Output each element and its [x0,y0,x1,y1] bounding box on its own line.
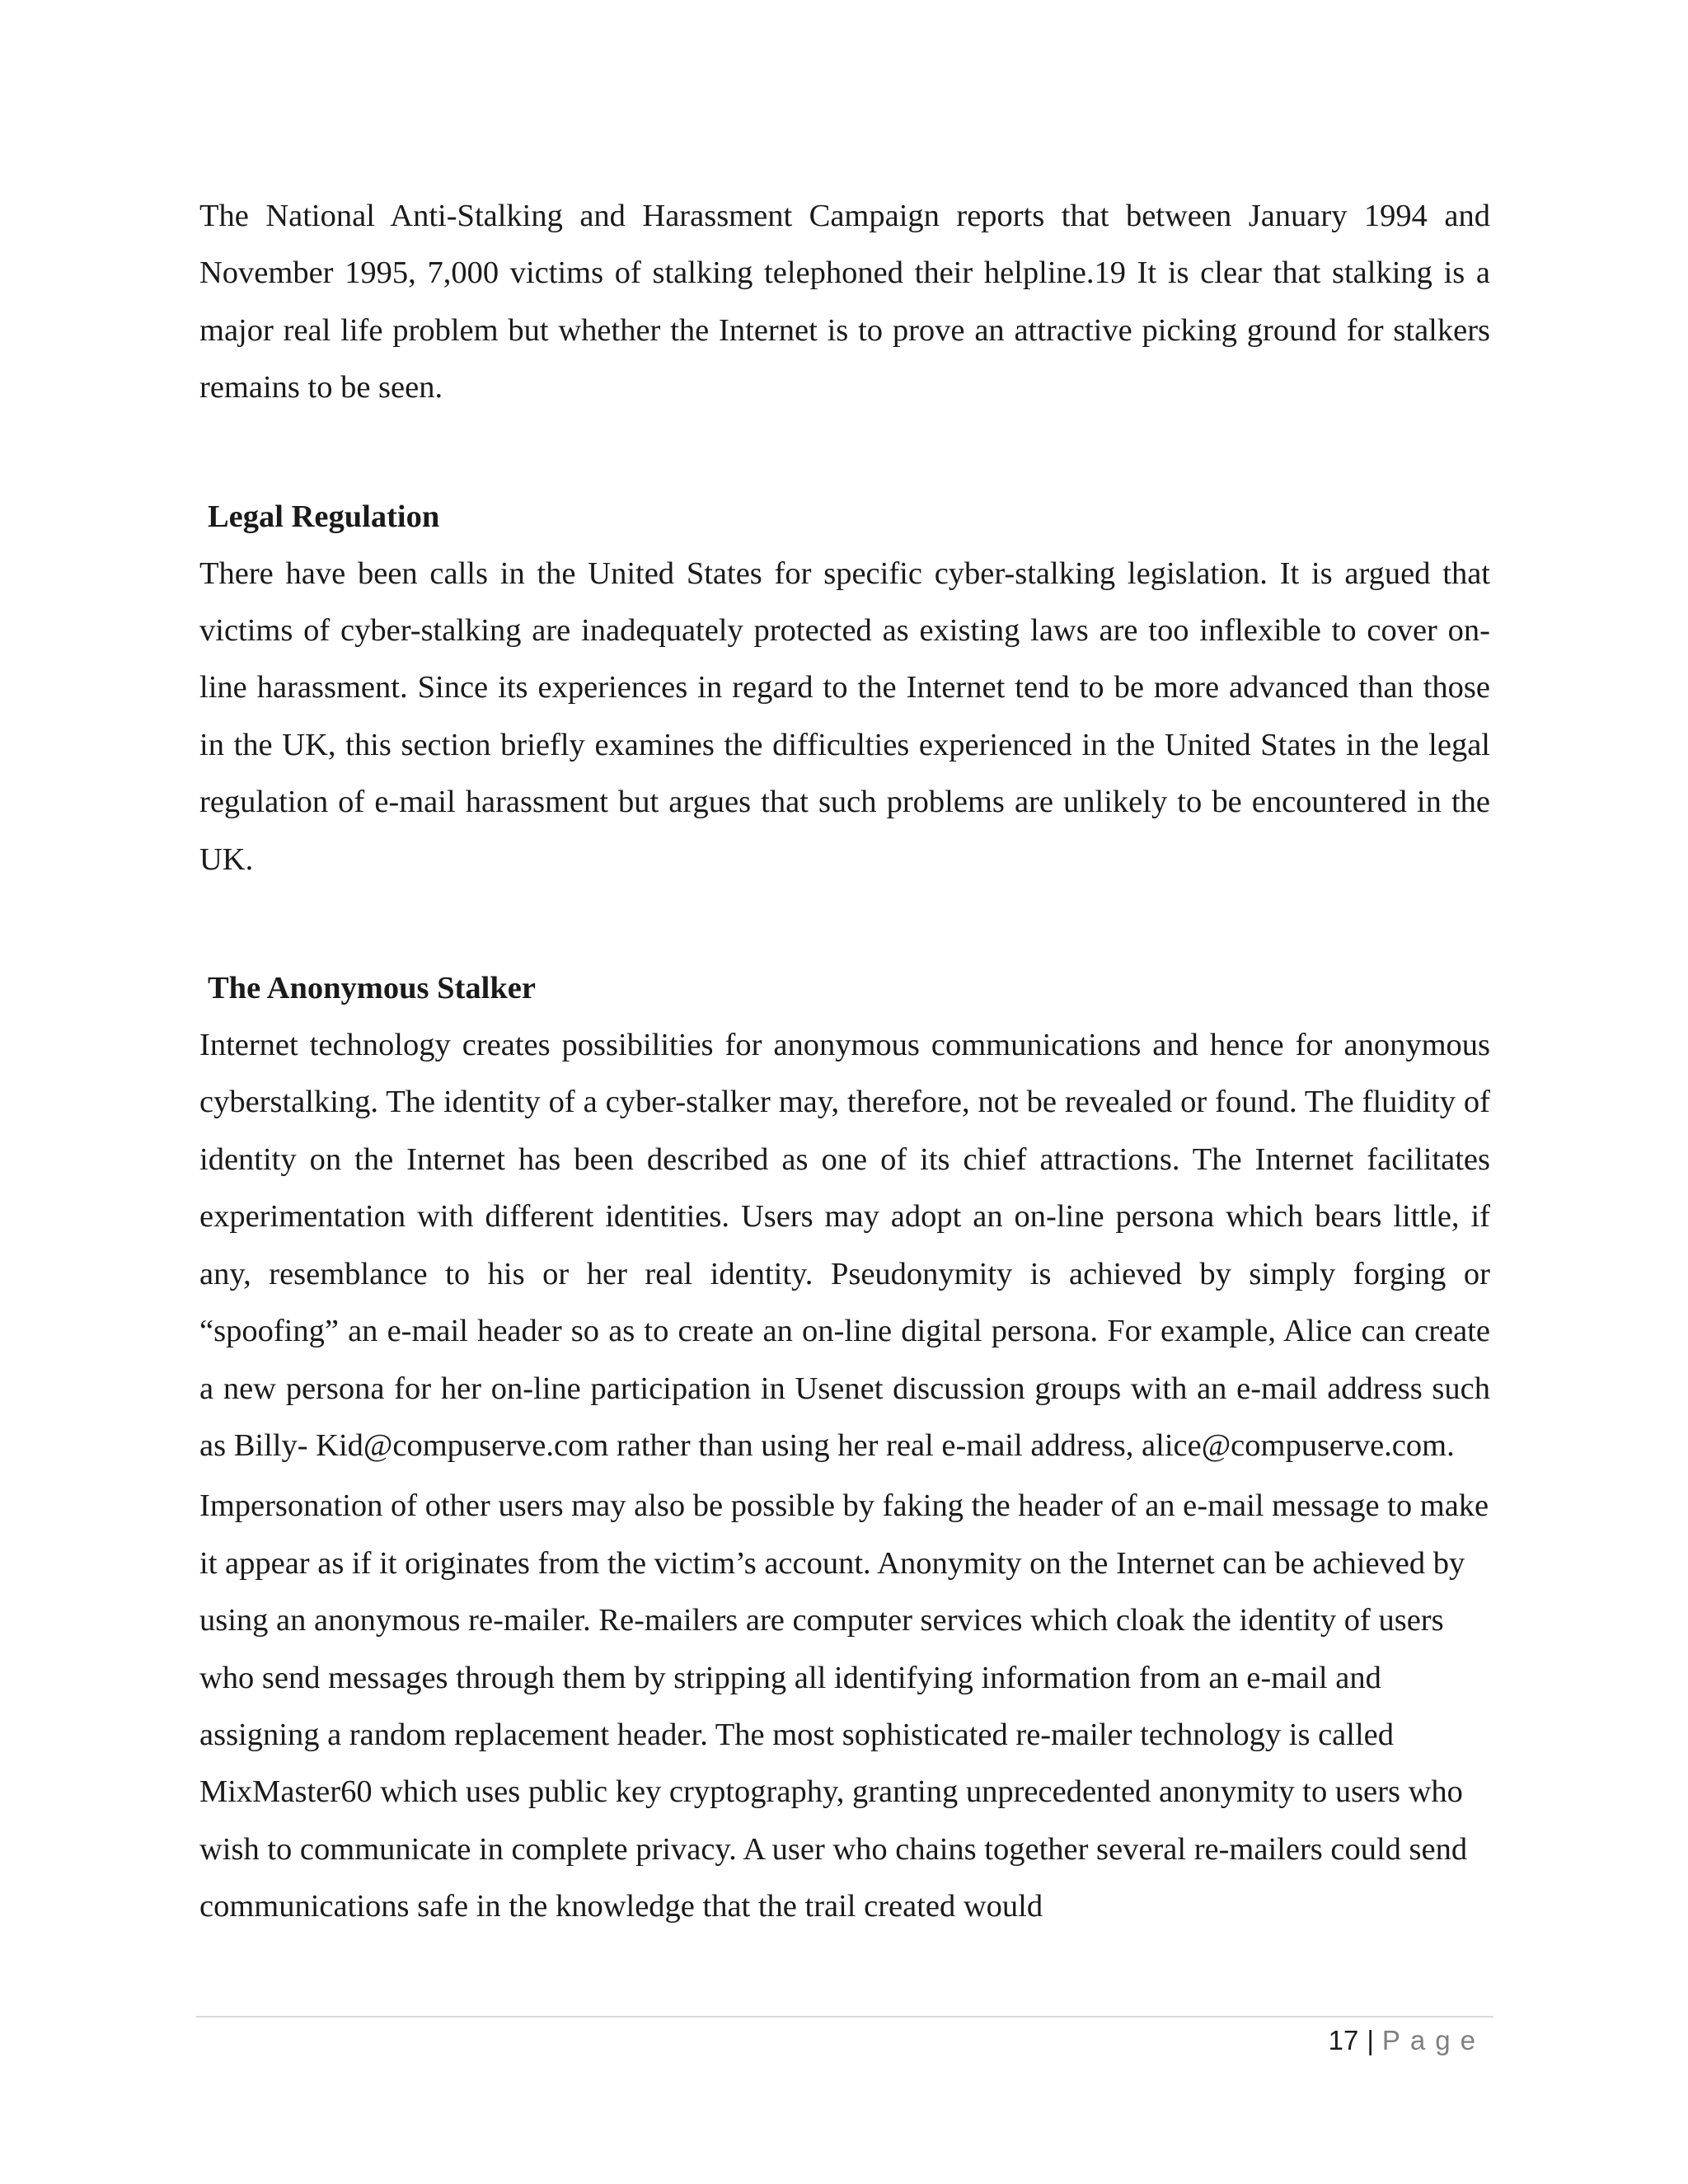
page-body [199,188,1490,1936]
paragraph-stalking-statistics: The National Anti-Stalking and Harassment Campaign reports that between January 1994 and November 1995, 7,000 victims of stalking telephoned their helpline.19 It is clear that stalking is a major real life problem but whether the Internet is to prove an attractive picking ground for stalkers remains to be seen. [199,199,1490,405]
paragraph-legal-regulation: There have been calls in the United States for specific cyber-stalking legislation. It is argued that victims of cyber-stalking are inadequately protected as existing laws are too inflexible to cover on-line harassment. Since its experiences in regard to the Internet tend to be more advanced than those in the UK, this section briefly examines the difficulties experienced in the United States in the legal regulation of e-mail harassment but argues that such problems are unlikely to be encountered in the UK. [199,555,1490,877]
page-footer [1329,2021,1485,2060]
page-label: Page [1381,2025,1485,2055]
heading-legal-regulation: Legal Regulation [208,499,440,534]
footer-separator: | [1367,2025,1374,2055]
page-number: 17 [1328,2025,1359,2055]
paragraph-anonymous-identity: Internet technology creates possibilities for anonymous communications and hence for anonymous cyberstalking. The identity of a cyber-stalker may, therefore, not be revealed or found. The fluidity of identity on the Internet has been described as one of its chief attractions. The Internet facilitates experimentation with different identities. Users may adopt an on-line persona which bears little, if any, resemblance to his or her real identity. Pseudonymity is achieved by simply forging or “spoofing” an e-mail header so as to create an on-line digital persona. For example, Alice can create a new persona for her on-line participation in Usenet discussion groups with an e-mail address such as Billy- Kid@compuserve.com rather than using her real e-mail address, alice@compuserve.com. [199,1028,1490,1463]
footer-divider [196,2016,1493,2018]
paragraph-impersonation: Impersonation of other users may also be possible by faking the header of an e-mail message to make it appear as if it originates from the victim’s account. Anonymity on the Internet can be achieved by using an anonymous re-mailer. Re-mailers are computer services which cloak the identity of users who send messages through them by stripping all identifying information from an e-mail and assigning a random replacement header. The most sophisticated re-mailer technology is called MixMaster60 which uses public key cryptography, granting unprecedented anonymity to users who wish to communicate in complete privacy. A user who chains together several re-mailers could send communications safe in the knowledge that the trail created would [199,1488,1489,1924]
heading-anonymous-stalker: The Anonymous Stalker [208,971,536,1006]
